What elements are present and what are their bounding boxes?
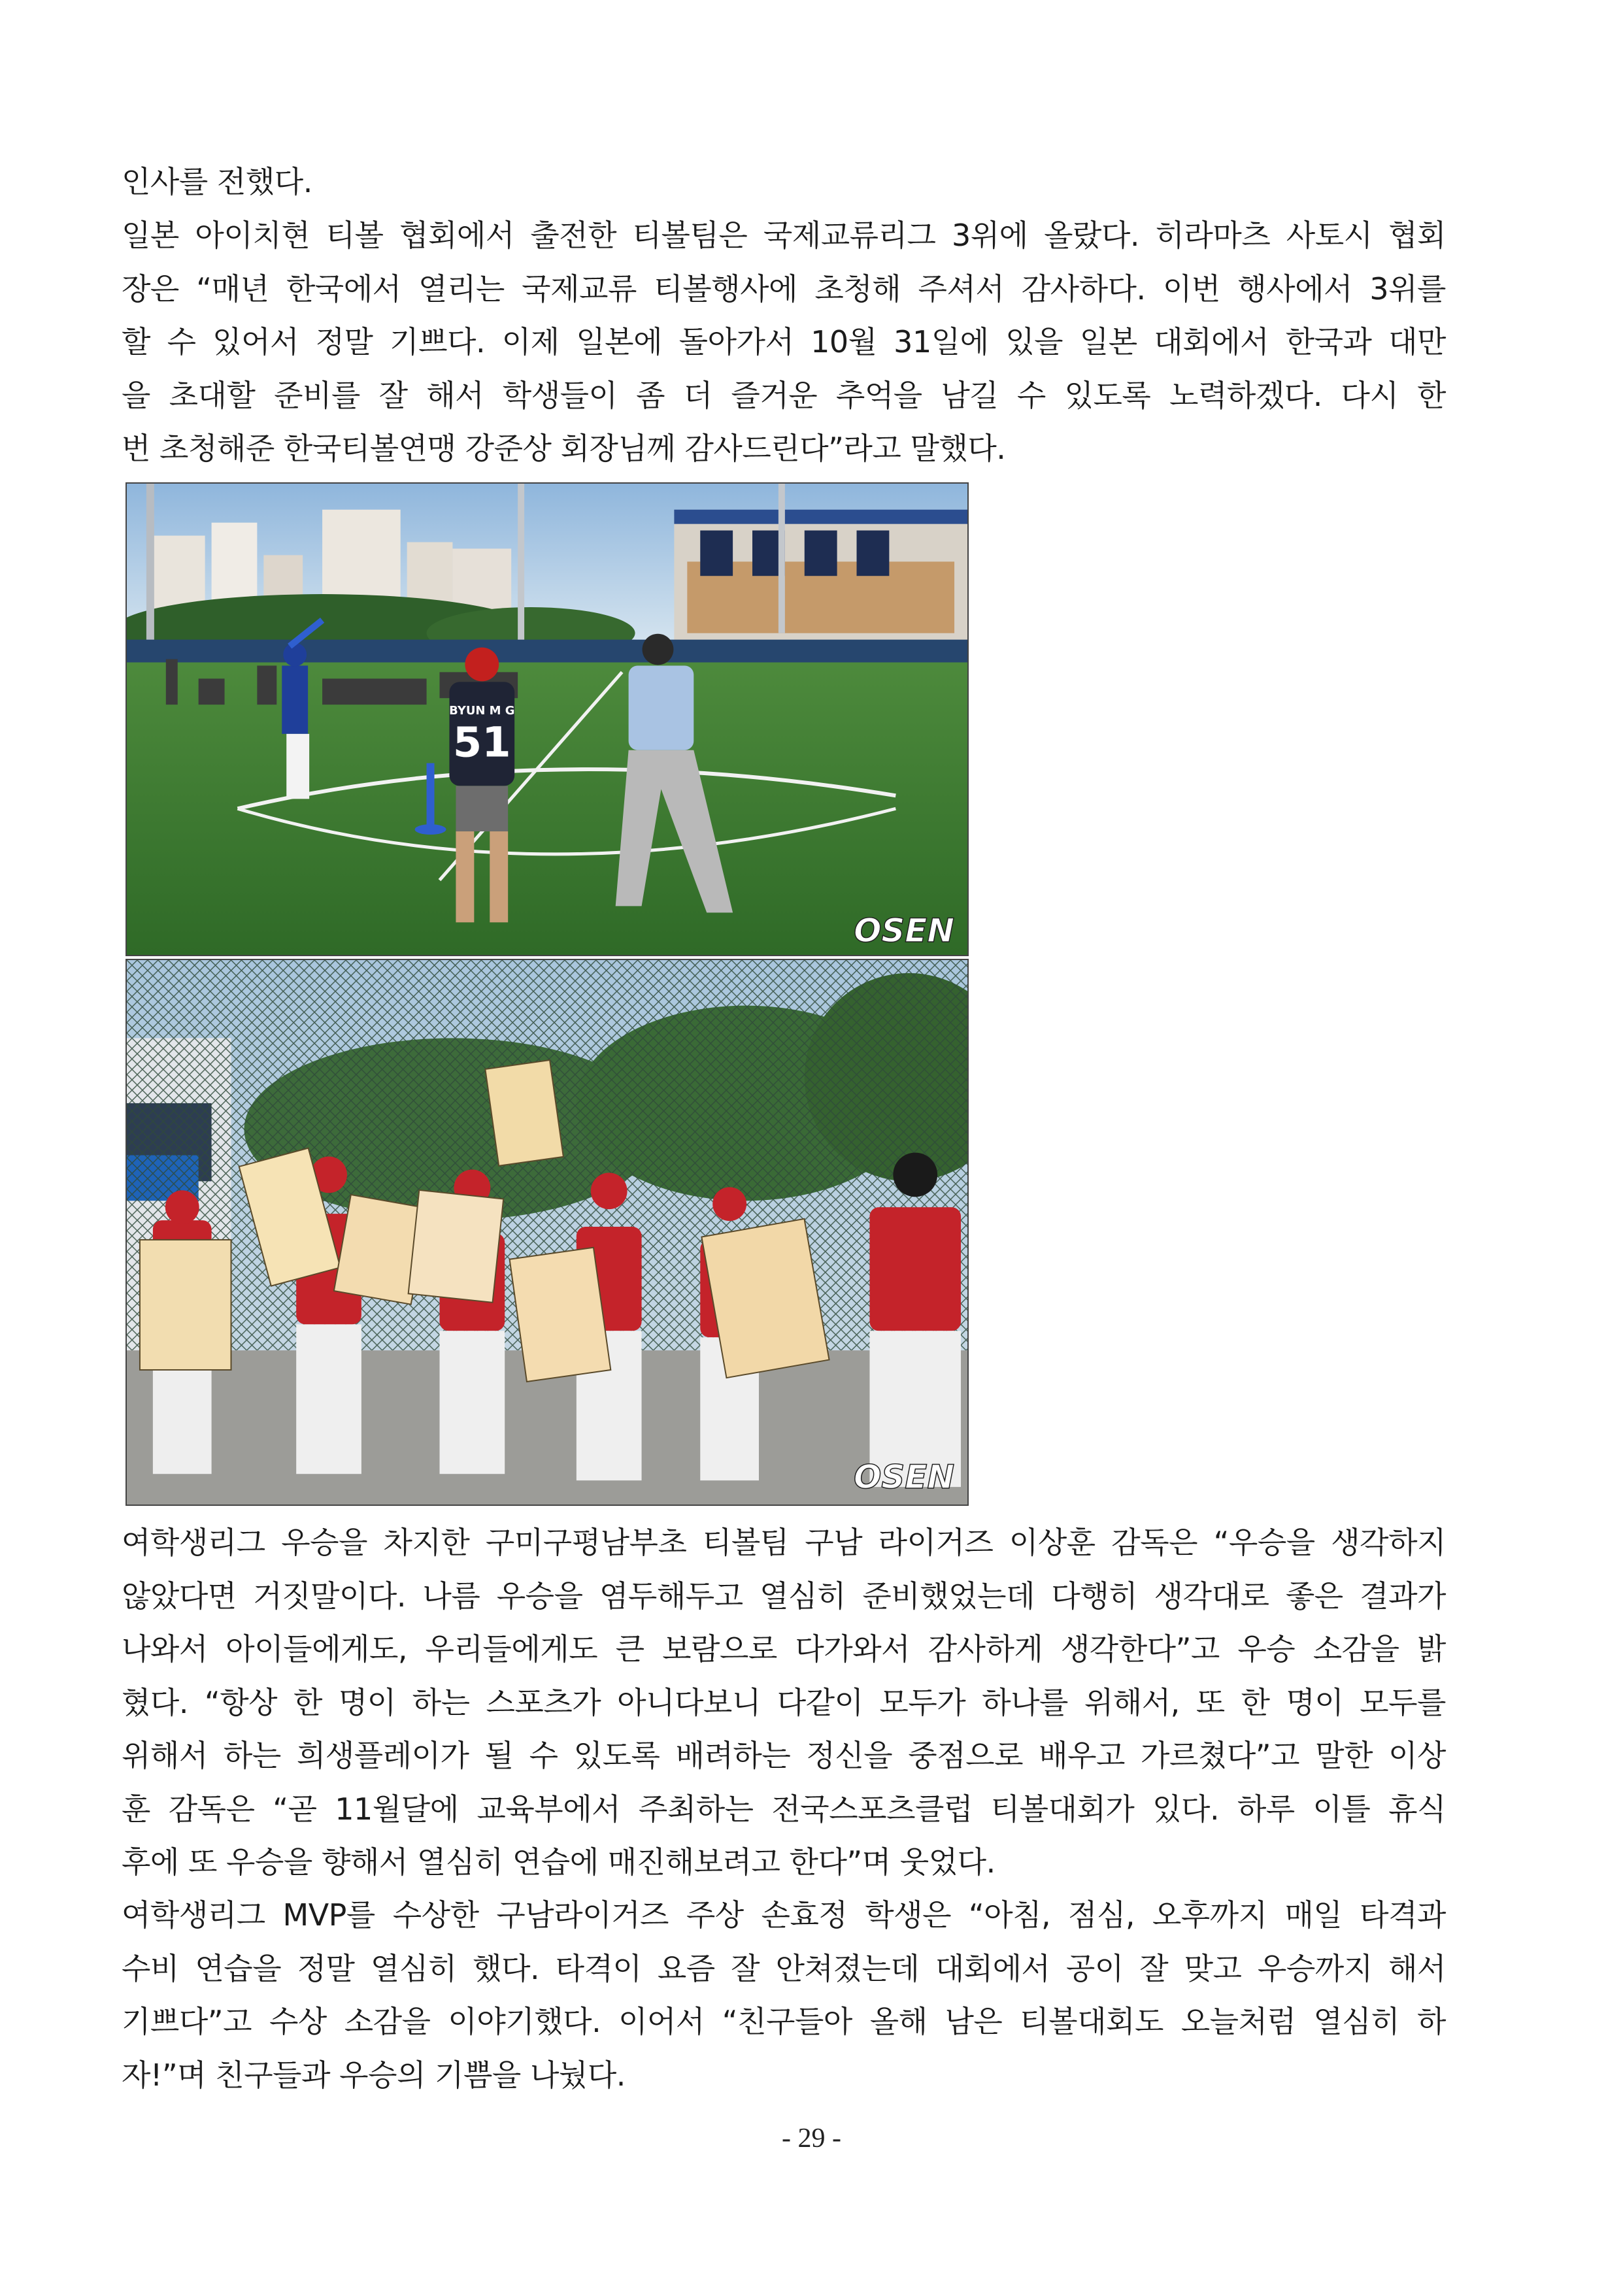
text-line: 나와서 아이들에게도, 우리들에게도 큰 보람으로 다가와서 감사하게 생각한다”고 우승 소감을 밝 — [122, 1631, 1446, 1667]
jersey-number: 51 — [452, 718, 511, 767]
paragraph-2 — [122, 209, 1446, 476]
text-line: 번 초청해준 한국티볼연맹 강준상 회장님께 감사드린다”라고 말했다. — [122, 431, 1006, 466]
text-line: 훈 감독은 “곧 11월달에 교육부에서 주최하는 전국스포츠클럽 티볼대회가 있다. 하루 이틀 휴식 — [122, 1791, 1446, 1827]
page-number: - 29 - — [782, 2123, 841, 2154]
text-line: 인사를 전했다. — [122, 164, 312, 199]
photo-tball-game-image — [127, 484, 967, 955]
text-line: 할 수 있어서 정말 기쁘다. 이제 일본에 돌아가서 10월 31일에 있을 일본 대회에서 한국과 대만 — [122, 324, 1446, 359]
jersey-name: BYUN M G — [449, 704, 515, 718]
text-line: 일본 아이치현 티볼 협회에서 출전한 티볼팀은 국제교류리그 3위에 올랐다. 히라마츠 사토시 협회 — [122, 218, 1446, 253]
text-line: 혔다. “항상 한 명이 하는 스포츠가 아니다보니 다같이 모두가 하나를 위해서, 또 한 명이 모두를 — [122, 1684, 1446, 1720]
text-line: 수비 연습을 정말 열심히 했다. 타격이 요즘 잘 안쳐졌는데 대회에서 공이 잘 맞고 우승까지 해서 — [122, 1950, 1446, 1986]
osen-watermark: OSEN — [854, 1458, 955, 1497]
osen-watermark: OSEN — [854, 912, 955, 950]
text-line: 자!”며 친구들과 우승의 기쁨을 나눴다. — [122, 2057, 626, 2093]
paragraph-4 — [122, 1889, 1446, 2102]
text-line: 여학생리그 우승을 차지한 구미구평남부초 티볼팀 구남 라이거즈 이상훈 감독은 “우승을 생각하지 — [122, 1525, 1446, 1560]
photo-team-celebration — [125, 959, 969, 1506]
text-line: 위해서 하는 희생플레이가 될 수 있도록 배려하는 정신을 중점으로 배우고 가르쳤다”고 말한 이상 — [122, 1738, 1446, 1773]
photo-tball-game — [125, 482, 969, 956]
text-line: 않았다면 거짓말이다. 나름 우승을 염두해두고 열심히 준비했었는데 다행히 생각대로 좋은 결과가 — [122, 1578, 1446, 1614]
photo-team-celebration-image — [127, 960, 967, 1505]
text-line: 장은 “매년 한국에서 열리는 국제교류 티볼행사에 초청해 주셔서 감사하다. 이번 행사에서 3위를 — [122, 271, 1446, 307]
paragraph-3 — [122, 1516, 1446, 1889]
text-line: 후에 또 우승을 향해서 열심히 연습에 매진해보려고 한다”며 웃었다. — [122, 1844, 996, 1880]
text-line: 을 초대할 준비를 잘 해서 학생들이 좀 더 즐거운 추억을 남길 수 있도록 노력하겠다. 다시 한 — [122, 377, 1446, 413]
paragraph-1 — [122, 156, 1446, 209]
text-line: 여학생리그 MVP를 수상한 구남라이거즈 주상 손효정 학생은 “아침, 점심, 오후까지 매일 타격과 — [122, 1897, 1446, 1933]
text-line: 기쁘다”고 수상 소감을 이야기했다. 이어서 “친구들아 올해 남은 티볼대회도 오늘처럼 열심히 하 — [122, 2004, 1446, 2039]
